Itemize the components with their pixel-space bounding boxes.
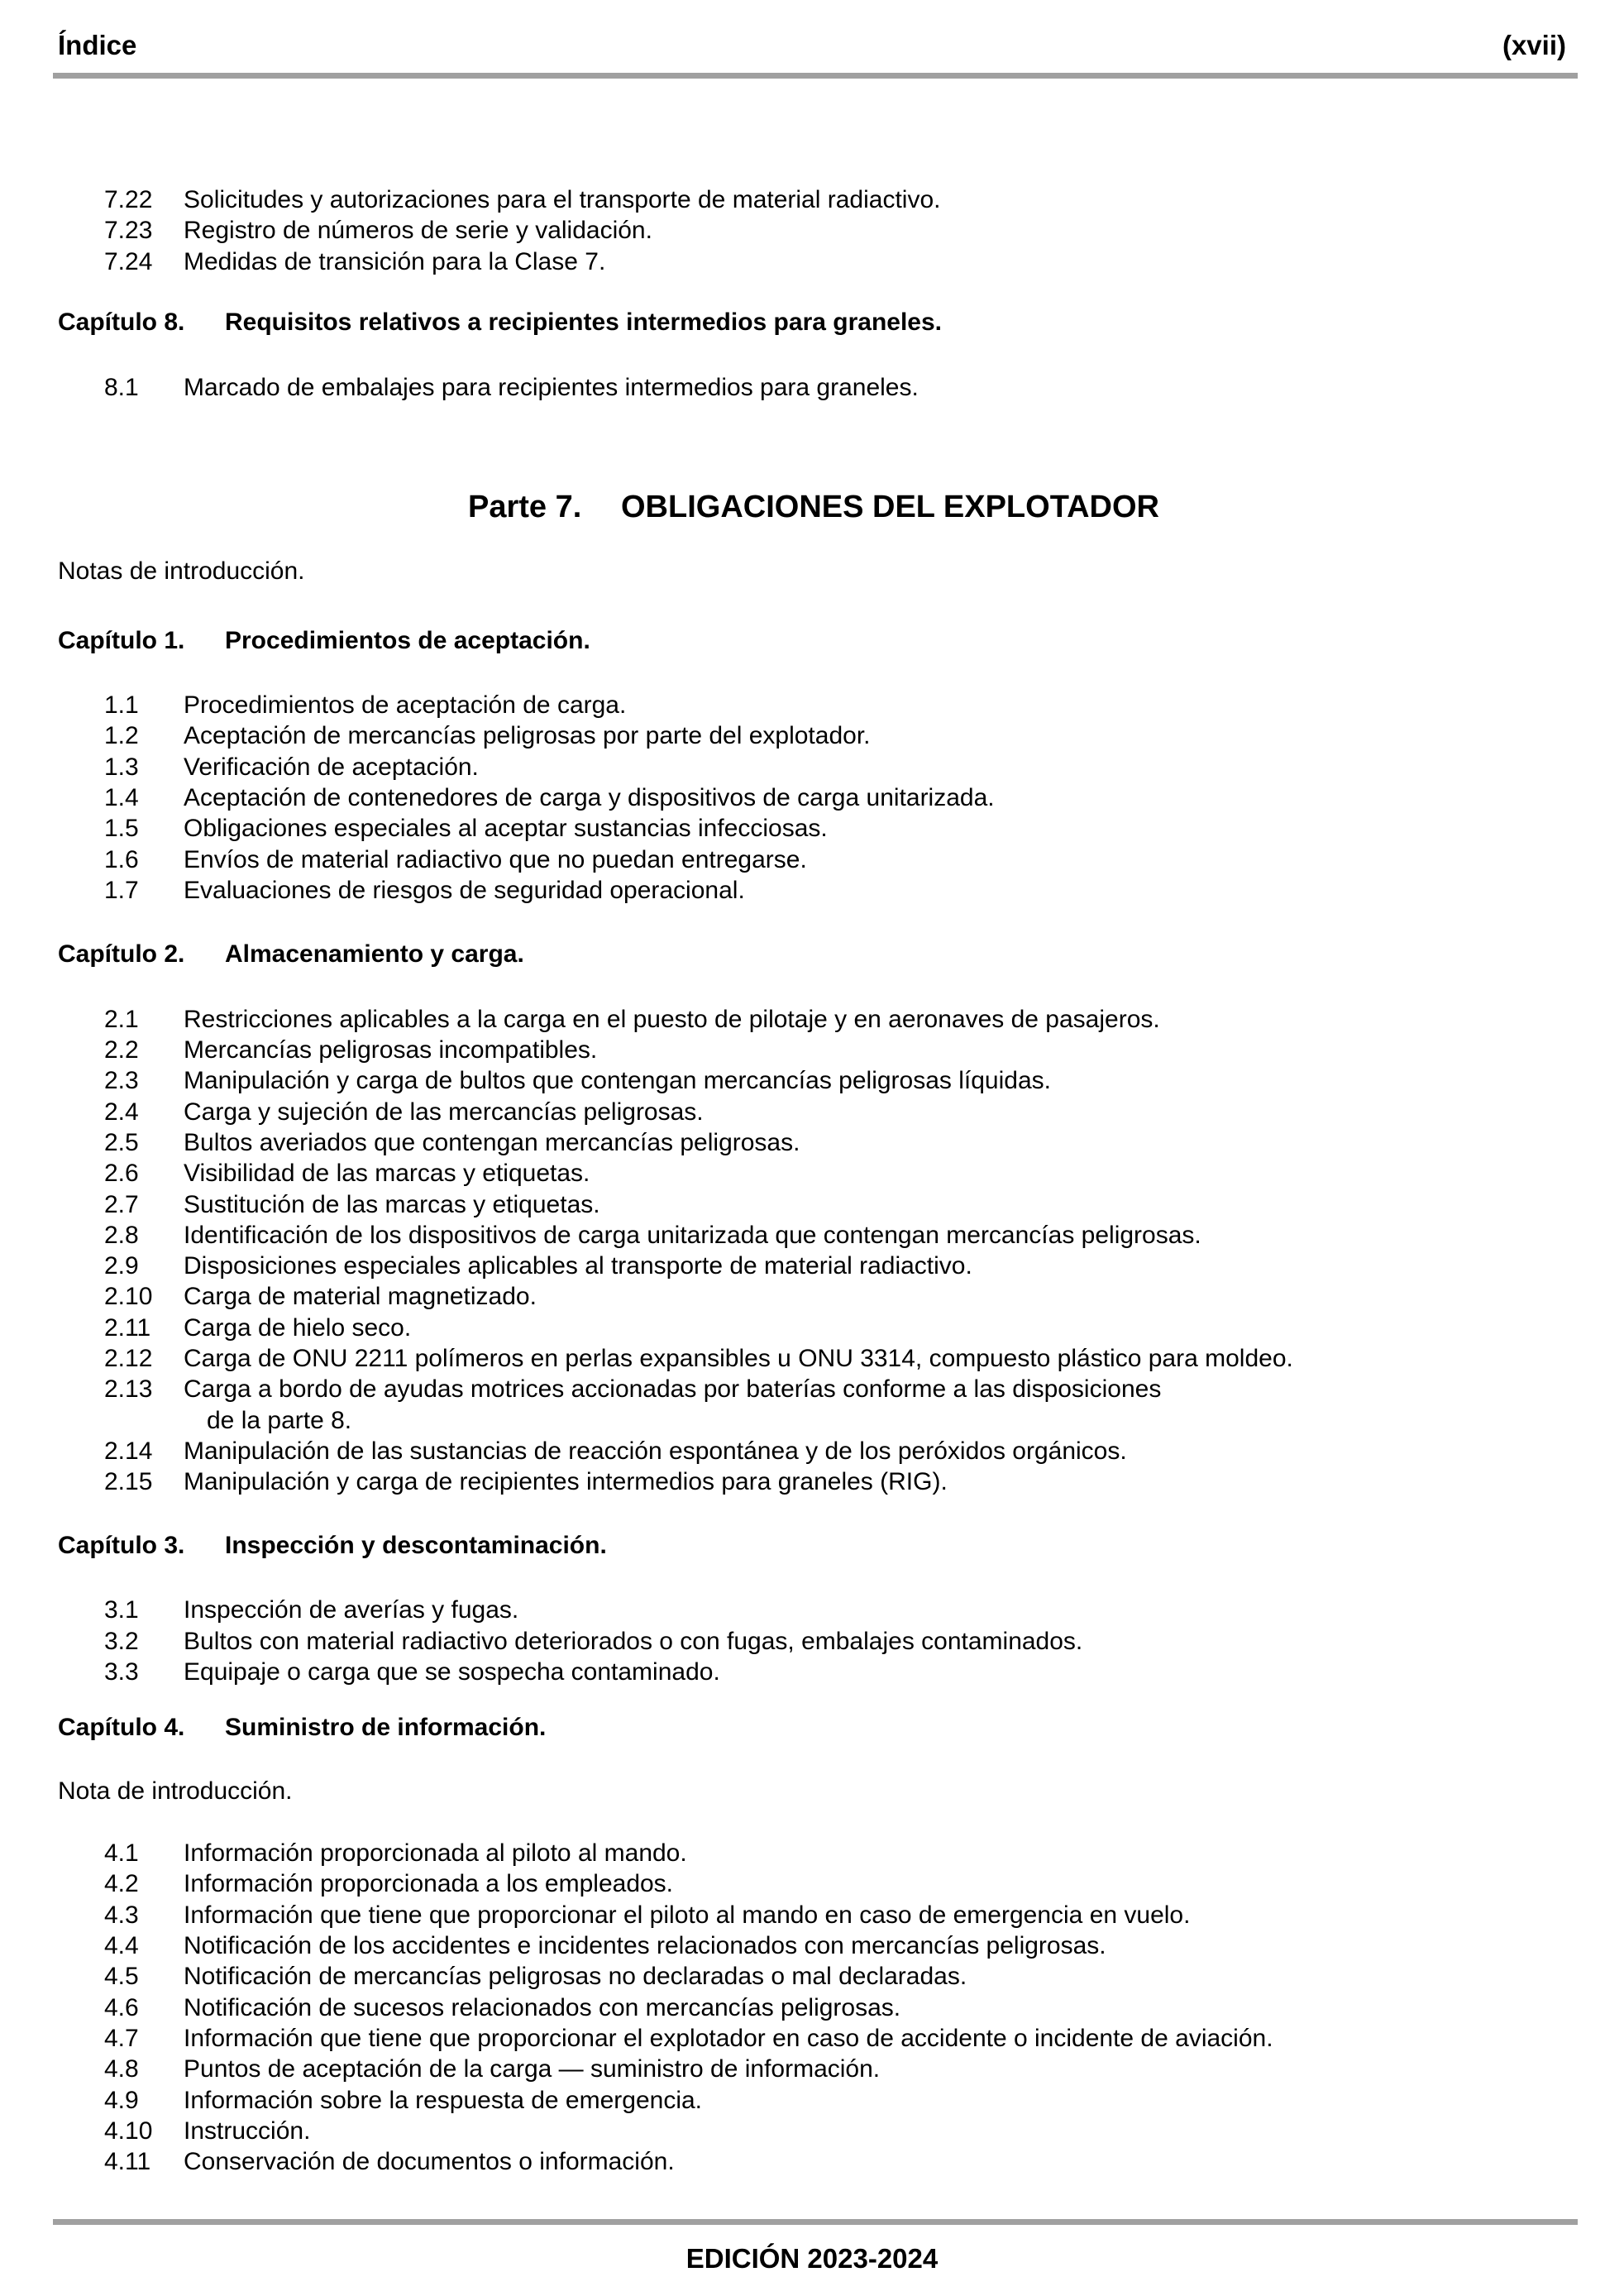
toc-item-text: Manipulación y carga de recipientes intermedios para graneles (RIG). [184, 1468, 948, 1495]
toc-item-text: Carga a bordo de ayudas motrices accionadas por baterías conforme a las disposiciones [184, 1375, 1162, 1403]
edition-footer: EDICIÓN 2023-2024 [685, 2243, 939, 2274]
part-label: Parte 7. [468, 490, 582, 524]
chapter-title: Suministro de información. [225, 1714, 547, 1741]
toc-item-text: Registro de números de serie y validación. [184, 217, 652, 244]
toc-item-number: 2.15 [104, 1468, 153, 1495]
toc-item-text: Medidas de transición para la Clase 7. [184, 248, 606, 275]
toc-item-text: Inspección de averías y fugas. [184, 1596, 519, 1624]
toc-item-number: 4.5 [104, 1963, 139, 1990]
toc-item-text: Información que tiene que proporcionar el explotador en caso de accidente o incidente de aviación. [184, 2025, 1273, 2052]
toc-item-number: 2.12 [104, 1345, 153, 1372]
toc-item-text: Información proporcionada al piloto al mando. [184, 1839, 687, 1867]
toc-item-text: Carga de ONU 2211 polímeros en perlas expansibles u ONU 3314, compuesto plástico para moldeo. [184, 1345, 1293, 1372]
toc-item-number: 2.13 [104, 1375, 153, 1403]
toc-item-text: Información sobre la respuesta de emergencia. [184, 2087, 703, 2114]
toc-item-text: Puntos de aceptación de la carga — suministro de información. [184, 2055, 881, 2083]
toc-item-number: 2.14 [104, 1437, 153, 1465]
toc-item-text: Información que tiene que proporcionar el piloto al mando en caso de emergencia en vuelo. [184, 1901, 1191, 1929]
toc-item-number: 7.22 [104, 186, 153, 213]
toc-item-text: Información proporcionada a los empleados. [184, 1870, 674, 1897]
toc-item-number: 2.8 [104, 1222, 139, 1249]
toc-item-text: Solicitudes y autorizaciones para el transporte de material radiactivo. [184, 186, 941, 213]
toc-item-number: 4.10 [104, 2117, 153, 2145]
toc-item-number: 4.11 [104, 2148, 151, 2175]
footer-divider [53, 2219, 1578, 2225]
toc-item-text: Visibilidad de las marcas y etiquetas. [184, 1160, 590, 1187]
chapter-title: Almacenamiento y carga. [225, 940, 524, 968]
toc-item-number: 2.11 [104, 1314, 151, 1342]
toc-item-number: 1.7 [104, 877, 139, 904]
toc-item-number: 2.4 [104, 1098, 139, 1126]
toc-item-text: Instrucción. [184, 2117, 311, 2145]
toc-item-number: 2.1 [104, 1006, 139, 1033]
toc-item-number: 4.2 [104, 1870, 139, 1897]
toc-item-number: 2.9 [104, 1252, 139, 1280]
chapter-label: Capítulo 4. [58, 1714, 185, 1741]
toc-item-number: 3.3 [104, 1658, 139, 1686]
toc-item-text: Carga de hielo seco. [184, 1314, 412, 1342]
toc-item-number: 2.3 [104, 1067, 139, 1094]
toc-item-text-continued: de la parte 8. [207, 1407, 352, 1434]
toc-item-number: 4.4 [104, 1932, 139, 1959]
toc-item-text: Conservación de documentos o información. [184, 2148, 675, 2175]
toc-item-text: Carga de material magnetizado. [184, 1283, 537, 1310]
chapter-label: Capítulo 8. [58, 309, 185, 336]
toc-item-number: 2.2 [104, 1036, 139, 1064]
part-title: OBLIGACIONES DEL EXPLOTADOR [621, 490, 1159, 524]
toc-item-number: 2.7 [104, 1191, 139, 1218]
toc-item-number: 4.1 [104, 1839, 139, 1867]
toc-item-text: Obligaciones especiales al aceptar sustancias infecciosas. [184, 815, 828, 842]
toc-item-number: 1.4 [104, 784, 139, 811]
toc-item-number: 1.6 [104, 846, 139, 873]
chapter-title: Requisitos relativos a recipientes intermedios para graneles. [225, 309, 942, 336]
toc-item-text: Envíos de material radiactivo que no puedan entregarse. [184, 846, 807, 873]
toc-item-number: 8.1 [104, 374, 139, 401]
page-header [58, 30, 1566, 63]
toc-item-number: 7.24 [104, 248, 153, 275]
toc-item-text: Equipaje o carga que se sospecha contaminado. [184, 1658, 720, 1686]
toc-item-text: Notificación de los accidentes e incidentes relacionados con mercancías peligrosas. [184, 1932, 1106, 1959]
toc-item-number: 1.2 [104, 722, 139, 749]
toc-item-number: 4.7 [104, 2025, 139, 2052]
intro-notes: Notas de introducción. [58, 557, 305, 585]
chapter-title: Inspección y descontaminación. [225, 1532, 607, 1559]
toc-item-text: Verificación de aceptación. [184, 753, 479, 781]
intro-note: Nota de introducción. [58, 1777, 293, 1805]
toc-item-number: 1.3 [104, 753, 139, 781]
toc-item-number: 1.5 [104, 815, 139, 842]
toc-item-text: Aceptación de mercancías peligrosas por parte del explotador. [184, 722, 871, 749]
chapter-label: Capítulo 2. [58, 940, 185, 968]
toc-item-text: Procedimientos de aceptación de carga. [184, 691, 627, 719]
chapter-label: Capítulo 1. [58, 627, 185, 654]
header-divider [53, 73, 1578, 79]
chapter-label: Capítulo 3. [58, 1532, 185, 1559]
toc-item-number: 4.6 [104, 1994, 139, 2021]
toc-item-text: Manipulación y carga de bultos que contengan mercancías peligrosas líquidas. [184, 1067, 1051, 1094]
toc-item-text: Mercancías peligrosas incompatibles. [184, 1036, 598, 1064]
chapter-title: Procedimientos de aceptación. [225, 627, 590, 654]
toc-item-number: 7.23 [104, 217, 153, 244]
toc-item-text: Bultos con material radiactivo deteriorados o con fugas, embalajes contaminados. [184, 1628, 1083, 1655]
toc-item-text: Bultos averiados que contengan mercancías peligrosas. [184, 1129, 800, 1156]
toc-item-text: Marcado de embalajes para recipientes intermedios para graneles. [184, 374, 919, 401]
toc-item-number: 1.1 [104, 691, 139, 719]
toc-item-number: 3.1 [104, 1596, 139, 1624]
toc-item-number: 2.5 [104, 1129, 139, 1156]
toc-item-text: Carga y sujeción de las mercancías peligrosas. [184, 1098, 704, 1126]
toc-item-text: Aceptación de contenedores de carga y dispositivos de carga unitarizada. [184, 784, 995, 811]
toc-item-text: Identificación de los dispositivos de carga unitarizada que contengan mercancías peligrosas. [184, 1222, 1201, 1249]
toc-item-number: 4.8 [104, 2055, 139, 2083]
toc-item-text: Notificación de mercancías peligrosas no declaradas o mal declaradas. [184, 1963, 967, 1990]
toc-item-text: Restricciones aplicables a la carga en el puesto de pilotaje y en aeronaves de pasajeros. [184, 1006, 1160, 1033]
toc-item-text: Sustitución de las marcas y etiquetas. [184, 1191, 600, 1218]
toc-item-text: Evaluaciones de riesgos de seguridad operacional. [184, 877, 745, 904]
header-title: Índice [58, 30, 137, 60]
toc-item-number: 2.10 [104, 1283, 153, 1310]
toc-item-number: 4.9 [104, 2087, 139, 2114]
toc-item-number: 2.6 [104, 1160, 139, 1187]
toc-item-text: Disposiciones especiales aplicables al transporte de material radiactivo. [184, 1252, 972, 1280]
toc-item-text: Manipulación de las sustancias de reacción espontánea y de los peróxidos orgánicos. [184, 1437, 1127, 1465]
toc-item-number: 4.3 [104, 1901, 139, 1929]
toc-item-number: 3.2 [104, 1628, 139, 1655]
page-number: (xvii) [1502, 30, 1566, 60]
toc-item-text: Notificación de sucesos relacionados con mercancías peligrosas. [184, 1994, 901, 2021]
